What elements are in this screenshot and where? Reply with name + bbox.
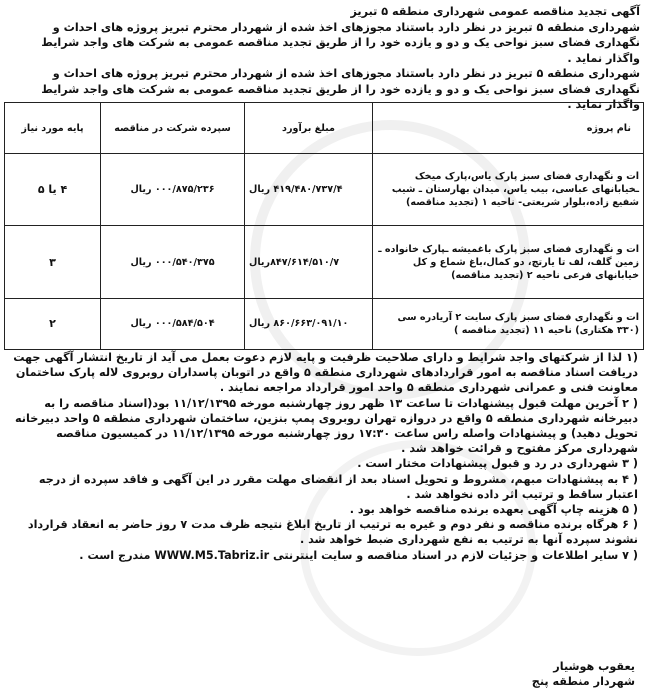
header-deposit: سپرده شرکت در مناقصه: [101, 103, 245, 154]
header-base: پایه مورد نیاز: [5, 103, 101, 154]
header-estimate: مبلغ برآورد: [245, 103, 373, 154]
required-base: ۳: [5, 226, 101, 298]
deposit-amount: ۰۰۰/۵۸۴/۵۰۴ ریال: [101, 298, 245, 349]
required-base: ۴ یا ۵: [5, 154, 101, 226]
condition-item: ( ۳ شهرداری در رد و قبول پیشنهادات مختار است .: [357, 457, 638, 471]
estimate-amount: ۸۶۰/۶۶۳/۰۹۱/۱۰ ریال: [245, 298, 373, 349]
condition-7-text: ( ۷ سایر اطلاعات و جزئیات لازم در اسناد مناقصه و سایت اینترنتی: [273, 548, 638, 562]
condition-item: ( ۲ آخرین مهلت قبول پیشنهادات تا ساعت ۱۳ ظهر روز چهارشنبه مورخه ۱۱/۱۲/۱۳۹۵ بود(اسناد مناقصه را به دبیرخانه شهرداری منطقه ۵ واقع در دروازه تهران روبروی پمپ بنزین، ساختمان شهرداری منطقه ۵ واحد دبیرخانه تحویل دهید) و پیشنهادات واصله راس ساعت ۱۷:۳۰ روز چهارشنبه مورخه ۱۱/۱۲/۱۳۹۵ در کمیسیون مناقصه شهرداری مرکز مفتوح و قرائت خواهد شد .: [15, 396, 638, 456]
required-base: ۲: [5, 298, 101, 349]
intro-paragraph: شهرداری منطقه ۵ تبریز در نظر دارد باستناد مجوزهای اخذ شده از شهردار محترم تبریز پروژه های احداث و نگهداری فضای سبز نواحی یک و دو و یازده خود را از طریق تجدید مناقصه عمومی به شرکت های واجد شرایط واگذار نماید .: [41, 67, 640, 111]
table-header-row: [5, 103, 644, 154]
notice-intro: [6, 4, 640, 113]
condition-item: (۱ لذا از شرکتهای واجد شرایط و دارای صلاحیت ظرفیت و پایه لازم دعوت بعمل می آید از تاریخ انتشار آگهی جهت دریافت اسناد مناقصه به امور قراردادهای شهرداری منطقه ۵ واقع در اتوبان پاسداران روبروی لاله پارک ساختمان معاونت فنی و عمرانی شهرداری منطقه ۵ واحد امور قرارداد مراجعه نمایند .: [13, 351, 638, 395]
condition-item: ( ۵ هزینه چاپ آگهی بعهده برنده مناقصه خواهد بود .: [349, 503, 638, 517]
tender-table: [4, 102, 644, 350]
table-row: [5, 298, 644, 349]
notice-title: آگهی تجدید مناقصه عمومی شهرداری منطقه ۵ تبریز: [350, 5, 640, 18]
deposit-amount: ۰۰۰/۵۴۰/۳۷۵ ریال: [101, 226, 245, 298]
conditions-list: [6, 350, 638, 563]
signatory-name: یعقوب هوشیار: [553, 660, 635, 673]
estimate-amount: ۴۱۹/۴۸۰/۷۳۷/۴ ریال: [245, 154, 373, 226]
signatory-title: شهردار منطقه پنج: [531, 675, 635, 688]
signature-block: [532, 659, 635, 689]
estimate-amount: ۸۴۷/۶۱۴/۵۱۰/۷ریال: [245, 226, 373, 298]
intro-paragraph: شهرداری منطقه ۵ تبریز در نظر دارد باستناد مجوزهای اخذ شده از شهردار محترم تبریز پروژه های احداث و نگهداری فضای سبز نواحی یک و دو و یازده خود را از طریق تجدید مناقصه عمومی به شرکت های واجد شرایط واگذار نماید .: [41, 20, 640, 65]
project-name: ات و نگهداری فضای سبز پارک یاس،پارک میخک ـخیابانهای عباسی، بیب یاس، میدان بهارستان ـ شیب شفیع زاده،بلوار شریعتی- ناحیه ۱ (تجدید مناقصه): [373, 154, 644, 226]
condition-item: ( ۴ به پیشنهادات مبهم، مشروط و تحویل اسناد بعد از انقضای مهلت مقرر در این آگهی و فاقد سپرده از درجه اعتبار ساقط و ترتیب اثر داده نخواهد شد .: [38, 472, 638, 501]
condition-item: [6, 548, 638, 563]
table-row: [5, 226, 644, 298]
website-link[interactable]: WWW.M5.Tabriz.ir: [154, 548, 270, 562]
deposit-amount: ۰۰۰/۸۷۵/۲۳۶ ریال: [101, 154, 245, 226]
project-name: ات و نگهداری فضای سبز پارک باغمیشه ـپارک خانواده ـ زمین گلف، لف تا یارتچ، دو کمال،باغ شماع و کل خیابانهای فرعی ناحیه ۲ (تجدید مناقصه): [373, 226, 644, 298]
header-project-name: نام پروژه: [373, 103, 644, 154]
project-name: ات و نگهداری فضای سبز پارک سایت ۲ آریادره سی (۳۳۰ هکتاری) ناحیه ۱۱ (تجدید مناقصه ): [373, 298, 644, 349]
condition-item: ( ۶ هرگاه برنده مناقصه و نفر دوم و غیره به ترتیب از تاریخ ابلاغ نتیجه ظرف مدت ۷ روز حاضر به انعقاد قرارداد نشوند سپرده آنها به ترتیب به نفع شهرداری ضبط خواهد شد .: [27, 518, 638, 547]
condition-7-suffix: مندرج است .: [79, 548, 151, 562]
table-row: [5, 154, 644, 226]
